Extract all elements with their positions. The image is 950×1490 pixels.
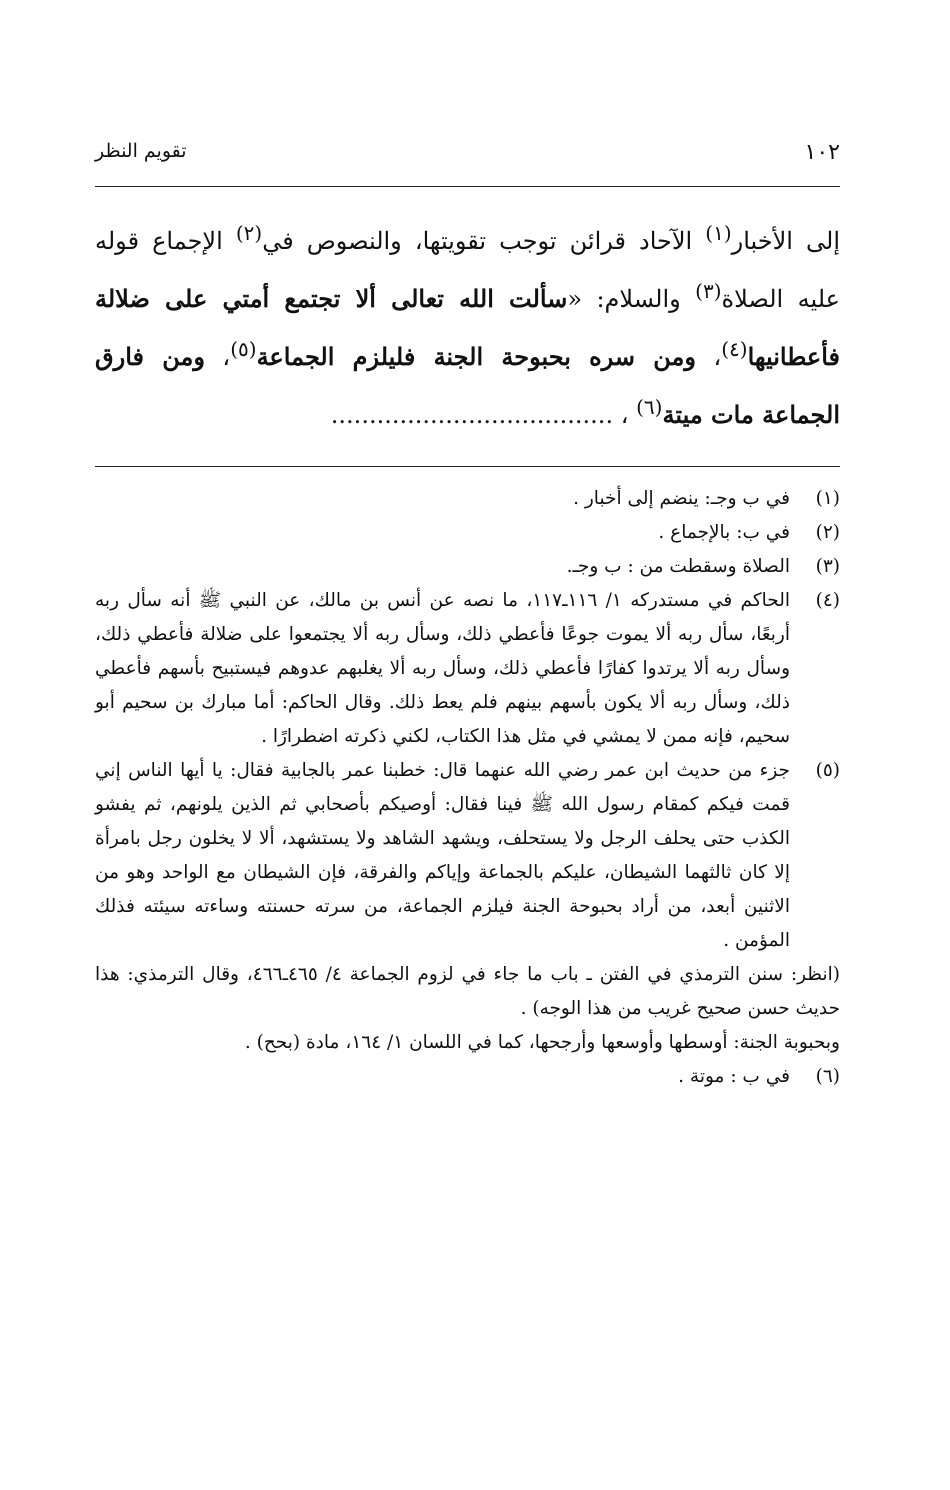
main-text-run: الآحاد قرائن توجب تقويتها، والنصوص في [262, 227, 706, 255]
main-text-run: ، [695, 343, 722, 371]
running-title: تقويم النظر [95, 140, 187, 162]
footnote-4 [95, 584, 840, 754]
footnote-number: (٤) [815, 590, 840, 611]
footnote-text: في ب وجـ: ينضم إلى أخبار . [573, 488, 790, 509]
footnote-5 [95, 754, 840, 958]
footnote-ref-5: (٥) [230, 337, 257, 361]
main-text-run: إلى الأخبار [731, 227, 841, 255]
footnote-ref-1: (١) [705, 221, 732, 245]
footnote-number: (٢) [815, 522, 840, 543]
footnote-number: (٣) [815, 556, 840, 577]
footnote-2 [95, 516, 840, 550]
main-text-run: ، [620, 401, 637, 429]
footnote-number: (٥) [815, 760, 840, 781]
hadith-quote-2: ومن سره بحبوحة الجنة فليلزم الجماعة [256, 342, 696, 371]
footnote-rule [95, 466, 840, 467]
footnote-ref-4: (٤) [721, 337, 748, 361]
page-header [95, 140, 840, 176]
footnote-number: (١) [815, 488, 840, 509]
footnote-ref-2: (٢) [235, 221, 263, 245]
footnote-text: الحاكم في مستدركه ١/ ١١٦ـ١١٧، ما نصه عن أنس بن مالك، عن النبي ﷺ أنه سأل ربه أربعًا، سأل ربه ألا يموت جوعًا فأعطي ذلك، وسأل ربه ألا يجتمعوا على ضلالة فأعطي ذلك، وسأل ربه ألا يرتدوا كفارًا فأعطي ذلك، وسأل ربه ألا يغلبهم عدوهم فيستبيح بأسهم فأعطي ذلك، وسأل ربه ألا يكون بأسهم بينهم فلم يعط ذلك. وقال الحاكم: أما مبارك بن سحيم أبو سحيم، فإنه ممن لا يمشي في مثل هذا الكتاب، لكني ذكرته اضطرارًا . [95, 590, 790, 747]
footnote-1 [95, 482, 840, 516]
ellipsis-dots: ..................................... [330, 401, 614, 429]
main-text-run: ، [204, 343, 231, 371]
footnote-text: في ب : موتة . [678, 1066, 790, 1087]
main-text [95, 208, 840, 440]
footnote-5-continuation [95, 958, 840, 1060]
footnote-3 [95, 550, 840, 584]
footnotes [95, 482, 840, 1094]
page-number: ١٠٢ [804, 140, 840, 165]
main-text-run: والسلام: « [567, 285, 696, 313]
footnote-text: (انظر: سنن الترمذي في الفتن ـ باب ما جاء في لزوم الجماعة ٤/ ٤٦٥ـ٤٦٦، وقال الترمذي: هذا حديث حسن صحيح غريب من هذا الوجه) . [95, 964, 840, 1019]
footnote-ref-6: (٦) [636, 395, 663, 419]
footnote-text: وبحبوبة الجنة: أوسطها وأوسعها وأرجحها، كما في اللسان ١/ ١٦٤، مادة (بحح) . [244, 1032, 840, 1053]
footnote-text: جزء من حديث ابن عمر رضي الله عنهما قال: خطبنا عمر بالجابية فقال: يا أيها الناس إني قمت فيكم كمقام رسول الله ﷺ فينا فقال: أوصيكم بأصحابي ثم الذين يلونهم، ثم يفشو الكذب حتى يحلف الرجل ولا يستحلف، ويشهد الشاهد ولا يستشهد، ألا لا يخلون رجل بامرأة إلا كان ثالثهما الشيطان، عليكم بالجماعة وإياكم والفرقة، فإن الشيطان مع الواحد وهو من الاثنين أبعد، من أراد بحبوحة الجنة فيلزم الجماعة، من سرته حسنته وساءته سيئته فذلك المؤمن . [95, 760, 790, 951]
hadith-quote-1: سألت الله تعالى ألا تجتمع أمتي على ضلالة فأعطانيها [95, 284, 840, 371]
main-paragraph [95, 208, 840, 440]
header-rule [95, 186, 840, 187]
footnote-number: (٦) [815, 1066, 840, 1087]
footnote-text: الصلاة وسقطت من : ب وجـ. [566, 556, 790, 577]
main-text-run: الإجماع قوله عليه الصلاة [95, 227, 840, 313]
hadith-quote-3: ومن فارق الجماعة مات ميتة [95, 342, 840, 429]
footnote-text: في ب: بالإجماع . [658, 522, 790, 543]
footnote-6 [95, 1060, 840, 1094]
footnote-ref-3: (٣) [695, 279, 722, 303]
